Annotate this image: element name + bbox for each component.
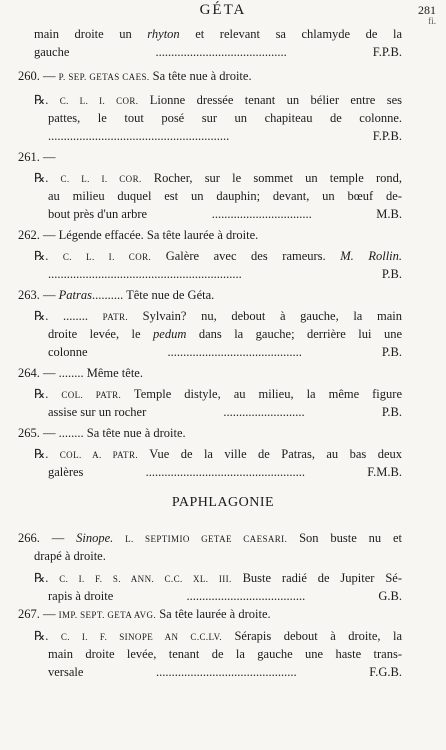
text-line: .............................................................. P.B. [48, 267, 402, 281]
entry-262: 262. — Légende effacée. Sa tête laurée à droite. [18, 228, 259, 242]
text-line: .......................................................... F.P.B. [48, 129, 402, 143]
entry-266: 266. — Sinope. L. SEPTIMIO GETAE CAESARI. Son buste nu et [18, 531, 403, 545]
text-line: colonne ........................................... P.B. [48, 345, 402, 359]
reverse-line: ℞. C. I. F. S. ANN. C.C. XL. III. Buste radié de Jupiter Sé- [34, 571, 402, 585]
entry-261: 261. — [18, 150, 56, 164]
margin-mark: fi. [428, 16, 436, 26]
reverse-line: ℞. C. I. F. SINOPE AN C.C.LV. Sérapis debout à droite, la [34, 629, 402, 643]
text-line: au milieu duquel est un dauphin; devant, un bœuf de- [48, 189, 402, 203]
text-line: versale ............................................. F.G.B. [48, 665, 402, 679]
entry-267: 267. — IMP. SEPT. GETA AVG. Sa tête laurée à droite. [18, 607, 271, 621]
reverse-line: ℞. COL. A. PATR. Vue de la ville de Patras, au bas deux [34, 447, 402, 461]
reverse-line: ℞. COL. PATR. Temple distyle, au milieu, la même figure [34, 387, 402, 401]
text-line: main droite levée, tenant de la gauche une haste trans- [48, 647, 402, 661]
text-line: bout près d'un arbre ................................ M.B. [48, 207, 402, 221]
reverse-line: ℞. C. L. I. COR. Galère avec des rameurs. M. Rollin. [34, 249, 403, 263]
text-line: drapé à droite. [34, 549, 106, 563]
section-heading: PAPHLAGONIE [171, 495, 275, 510]
text-line: pattes, le tout posé sur un chapiteau de colonne. [48, 111, 402, 125]
text-line: assise sur un rocher .......................... P.B. [48, 405, 402, 419]
entry-265: 265. — ........ Sa tête nue à droite. [18, 426, 186, 440]
text-line: droite levée, le pedum dans la gauche; derrière lui une [48, 327, 403, 341]
page-number: 281 [418, 3, 436, 17]
entry-263: 263. — Patras.......... Tête nue de Géta. [18, 288, 215, 302]
running-title: GÉTA [199, 2, 247, 18]
text-line: main droite un rhyton et relevant sa chlamyde de la [34, 27, 402, 41]
reverse-line: ℞. C. L. I. COR. Rocher, sur le sommet un temple rond, [34, 171, 403, 185]
text-line: rapis à droite ...................................... G.B. [48, 589, 402, 603]
entry-264: 264. — ........ Même tête. [18, 366, 143, 380]
text-line: galères ................................................... F.M.B. [48, 465, 402, 479]
reverse-line: ℞. C. L. I. COR. Lionne dressée tenant un bélier entre ses [34, 93, 402, 107]
reverse-line: ℞. ........ PATR. Sylvain? nu, debout à gauche, la main [34, 309, 402, 323]
entry-260: 260. — P. SEP. GETAS CAES. Sa tête nue à droite. [18, 69, 252, 83]
text-line: gauche .......................................... F.P.B. [34, 45, 402, 59]
